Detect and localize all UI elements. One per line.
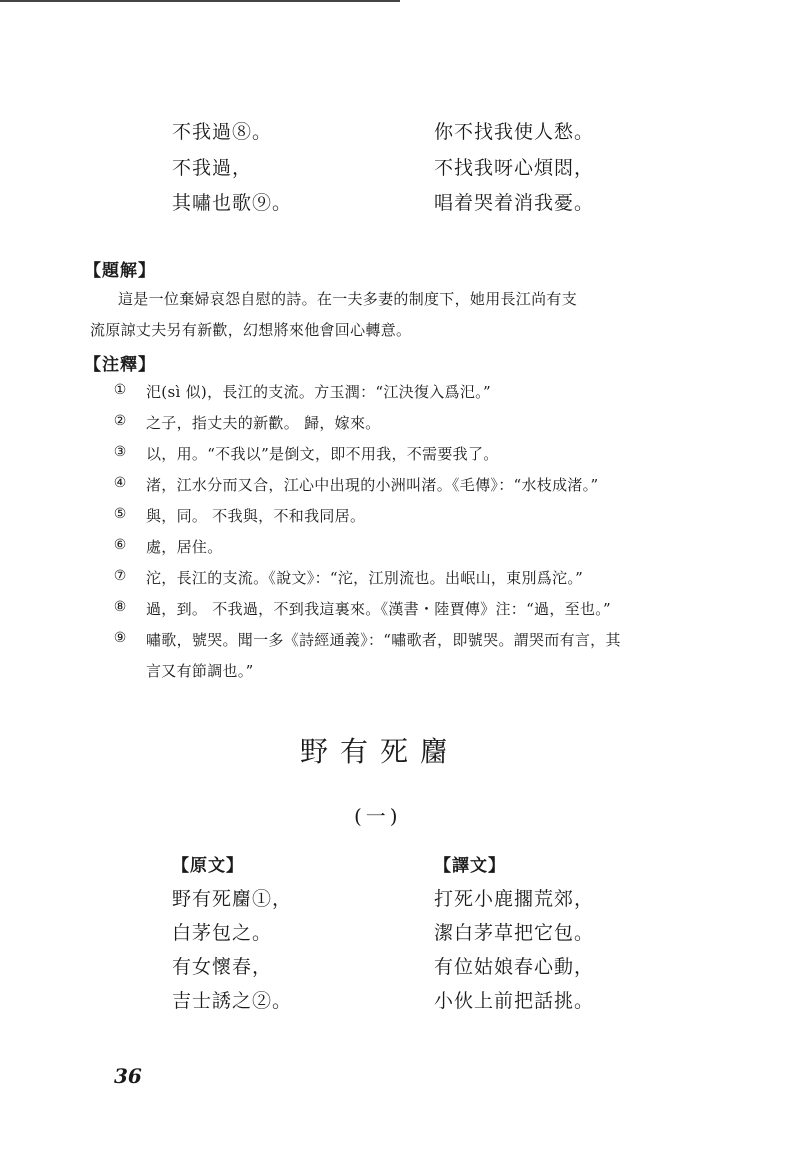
original-heading: 【原文】	[172, 856, 244, 876]
note-number: ④	[113, 475, 127, 491]
note-text: 汜(sì 似)，長江的支流。方玉潤：“江決復入爲汜。”	[146, 383, 491, 401]
poem-translation-line: 不找我呀心煩悶，	[434, 157, 595, 179]
note-text: 之子，指丈夫的新歡。 歸，嫁來。	[146, 414, 381, 432]
note-number: ⑧	[113, 599, 127, 615]
section-subtitle: (一)	[354, 804, 402, 828]
note-number: ⑦	[113, 568, 127, 584]
interpretation-line: 流原諒丈夫另有新歡，幻想將來他會回心轉意。	[90, 321, 412, 339]
note-text: 沱，長江的支流。《說文》：“沱，江別流也。出岷山，東別爲沱。”	[146, 569, 584, 587]
section-translation-line: 打死小鹿擱荒郊，	[434, 888, 595, 910]
note-number: ⑥	[113, 537, 127, 553]
note-text: 嘯歌，號哭。聞一多《詩經通義》：“嘯歌者，即號哭。謂哭而有言，其	[146, 631, 621, 649]
note-text-continuation: 言又有節調也。”	[146, 662, 254, 680]
note-number: ②	[113, 413, 127, 429]
poem-original-line: 不我過，	[172, 157, 253, 179]
section-translation-line: 潔白茅草把它包。	[434, 922, 595, 944]
page-number: 36	[114, 1064, 142, 1088]
section-translation-line: 小伙上前把話挑。	[434, 990, 595, 1012]
section-original-line: 有女懷春，	[172, 956, 273, 978]
note-number: ⑨	[113, 630, 127, 646]
interpretation-line: 這是一位棄婦哀怨自慰的詩。在一夫多妻的制度下，她用長江尚有支	[118, 290, 578, 308]
note-text: 過，到。 不我過，不到我這裏來。《漢書・陸賈傳》注：“過，至也。”	[146, 600, 612, 618]
poem-original-line: 不我過⑧。	[172, 121, 273, 143]
interpretation-heading: 【題解】	[84, 261, 156, 281]
section-original-line: 野有死麕①，	[172, 888, 293, 910]
section-title: 野有死麕	[300, 735, 461, 768]
section-translation-line: 有位姑娘春心動，	[434, 956, 595, 978]
note-text: 以，用。“不我以”是倒文，即不用我，不需要我了。	[146, 445, 499, 463]
section-original-line: 白茅包之。	[172, 922, 273, 944]
note-number: ③	[113, 444, 127, 460]
note-text: 渚，江水分而又合，江心中出現的小洲叫渚。《毛傳》：“水枝成渚。”	[146, 476, 599, 494]
translation-heading: 【譯文】	[434, 856, 506, 876]
note-text: 處，居住。	[146, 538, 223, 556]
section-original-line: 吉士誘之②。	[172, 990, 293, 1012]
top-rule	[0, 0, 400, 2]
note-number: ⑤	[113, 506, 127, 522]
note-text: 與，同。 不我與，不和我同居。	[146, 507, 366, 525]
notes-heading: 【注釋】	[84, 355, 156, 375]
poem-translation-line: 你不找我使人愁。	[434, 121, 595, 143]
poem-original-line: 其嘯也歌⑨。	[172, 192, 293, 214]
poem-translation-line: 唱着哭着消我憂。	[434, 192, 595, 214]
note-number: ①	[113, 382, 127, 398]
